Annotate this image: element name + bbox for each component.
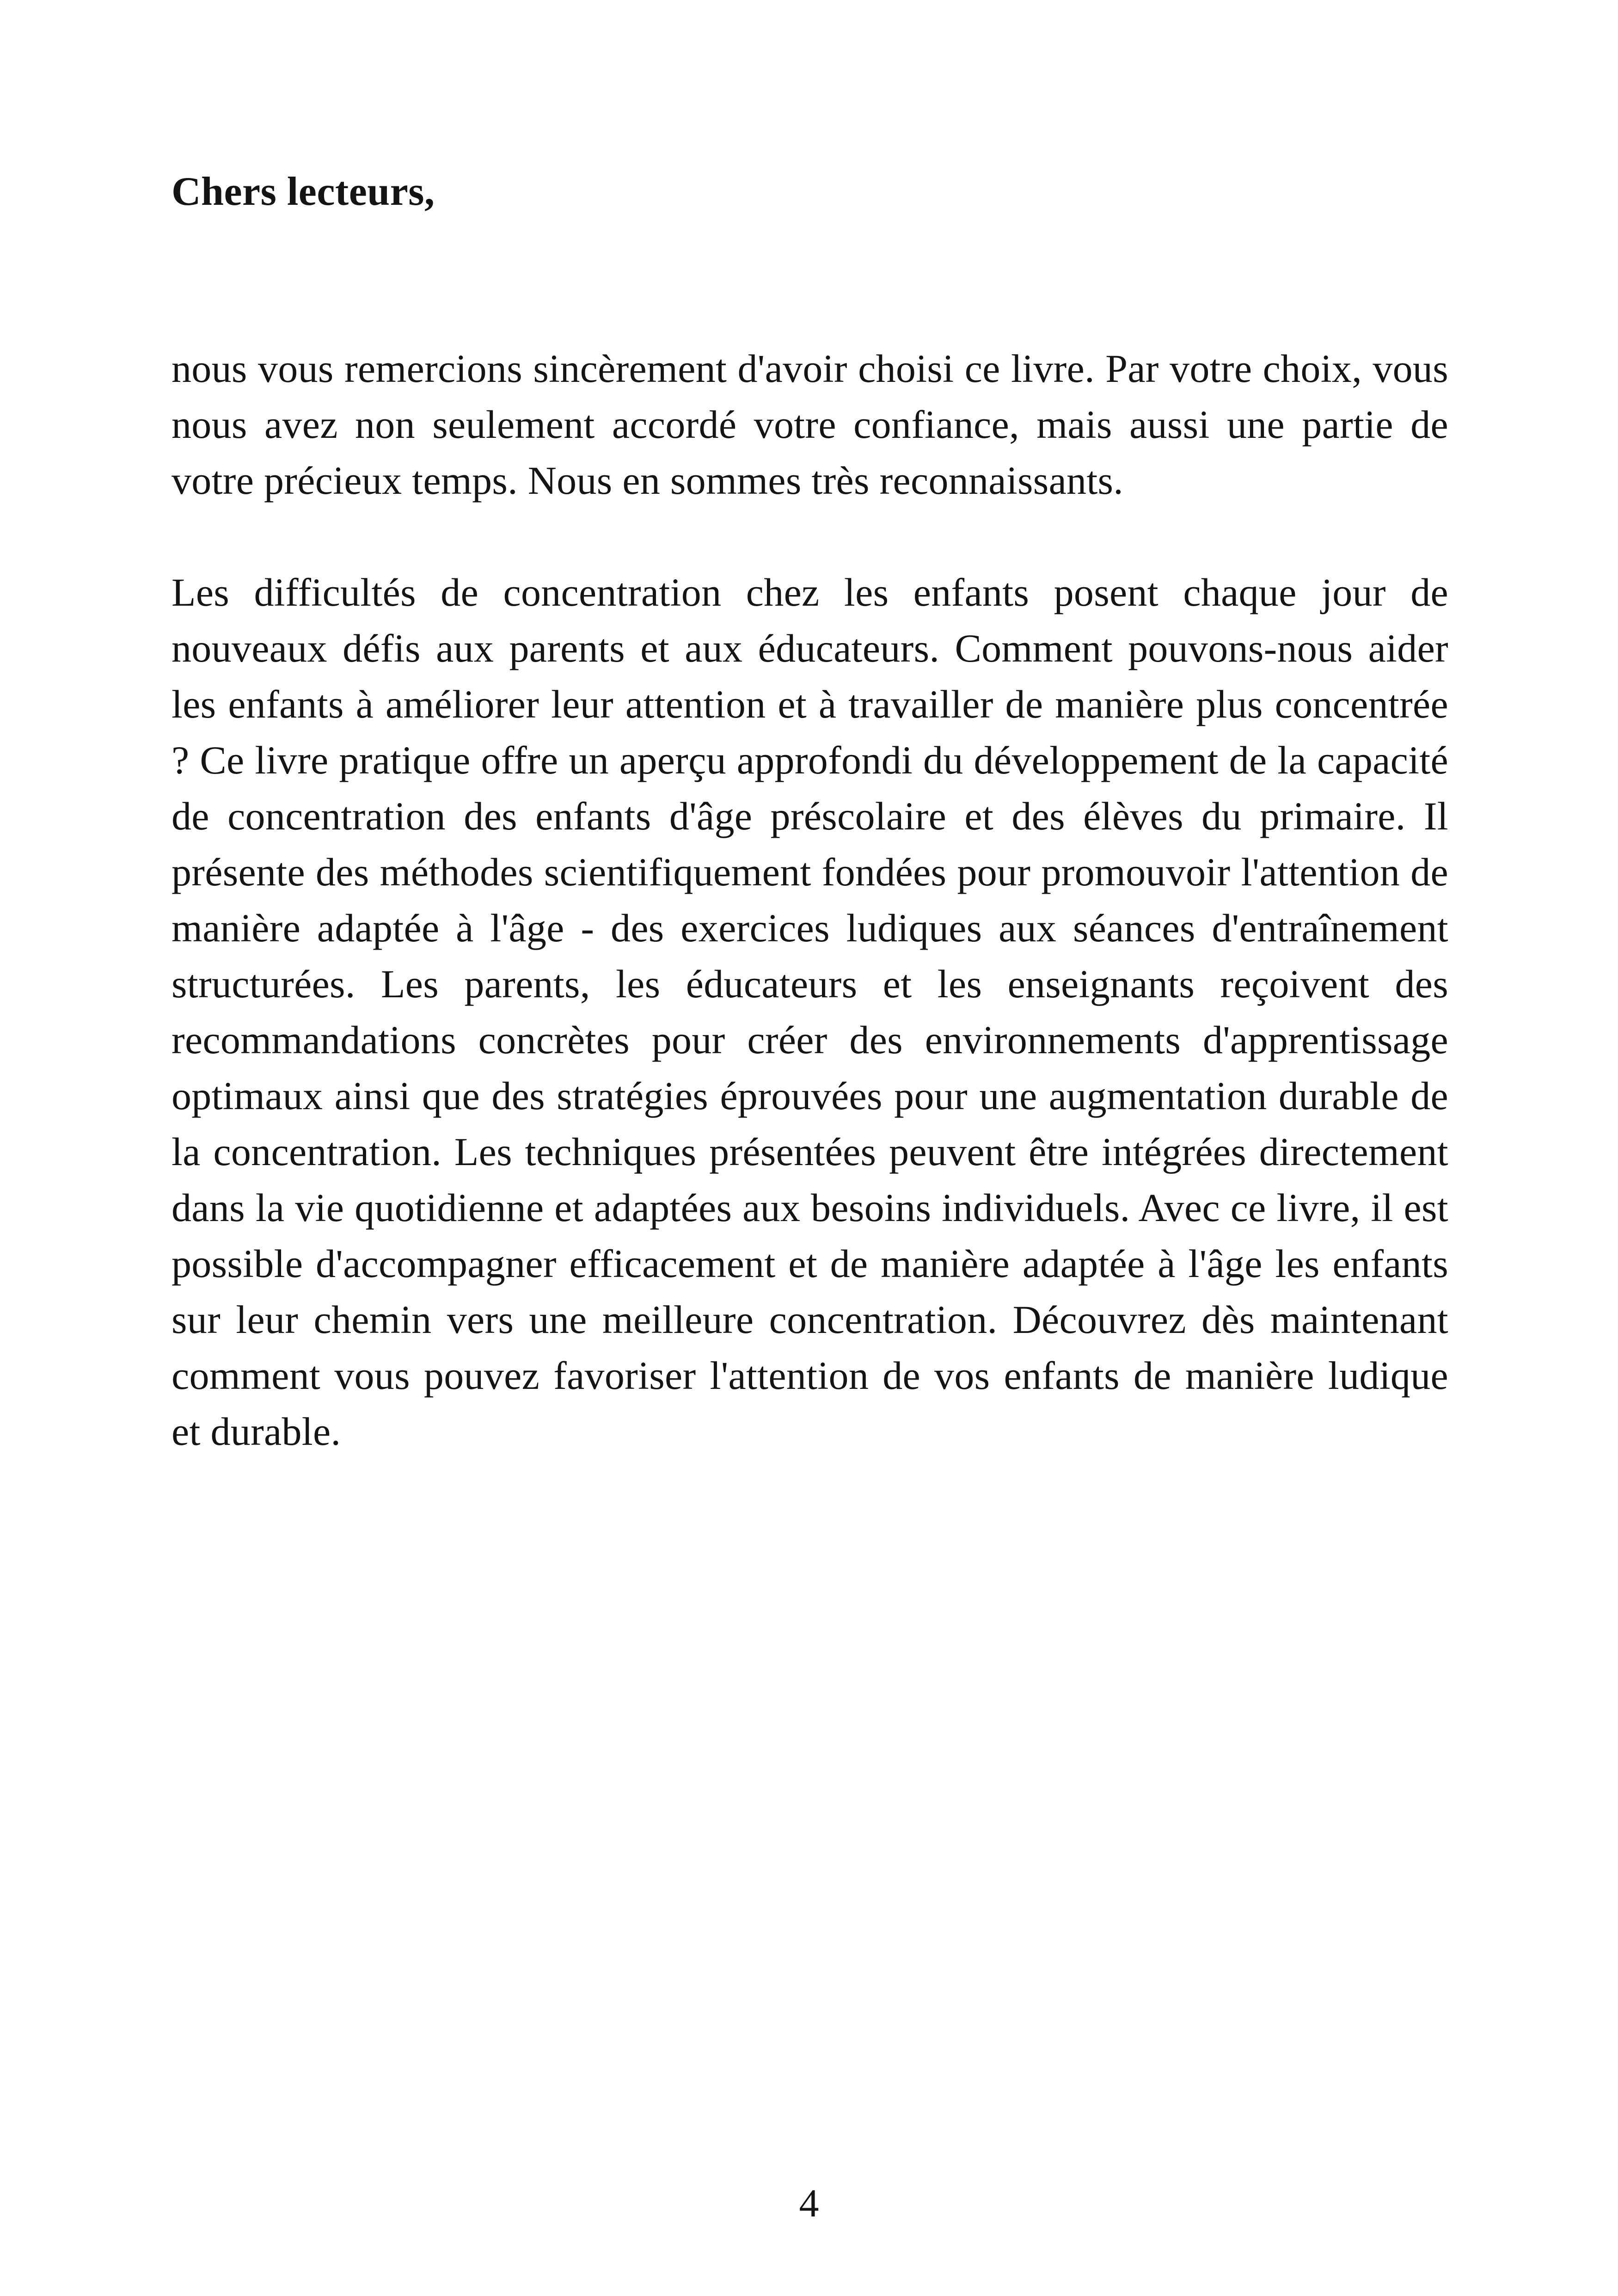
page-number: 4 [799, 2181, 819, 2225]
book-description-paragraph: Les difficultés de concentration chez les enfants posent chaque jour de nouveaux défis aux parents et aux éducateurs. Comment pouvons-nous aider les enfants à améliorer leur attention et à travailler de manière plus concentrée ? Ce livre pratique offre un aperçu approfondi du développement de la capacité de concentration des enfants d'âge préscolaire et des élèves du primaire. Il présente des méthodes scientifiquement fondées pour promouvoir l'attention de manière adaptée à l'âge - des exercices ludiques aux séances d'entraînement structurées. Les parents, les éducateurs et les enseignants reçoivent des recommandations concrètes pour créer des environnements d'apprentissage optimaux ainsi que des stratégies éprouvées pour une augmentation durable de la concentration. Les techniques présentées peuvent être intégrées directement dans la vie quotidienne et adaptées aux besoins individuels. Avec ce livre, il est possible d'accompagner efficacement et de manière adaptée à l'âge les enfants sur leur chemin vers une meilleure concentration. Découvrez dès maintenant comment vous pouvez favoriser l'attention de vos enfants de manière ludique et durable. [172, 570, 1448, 1454]
greeting-heading: Chers lecteurs, [172, 169, 435, 214]
thanks-paragraph: nous vous remercions sincèrement d'avoir choisi ce livre. Par votre choix, vous nous avez non seulement accordé votre confiance, mais aussi une partie de votre précieux temps. Nous en sommes très reconnaissants. [172, 346, 1448, 503]
